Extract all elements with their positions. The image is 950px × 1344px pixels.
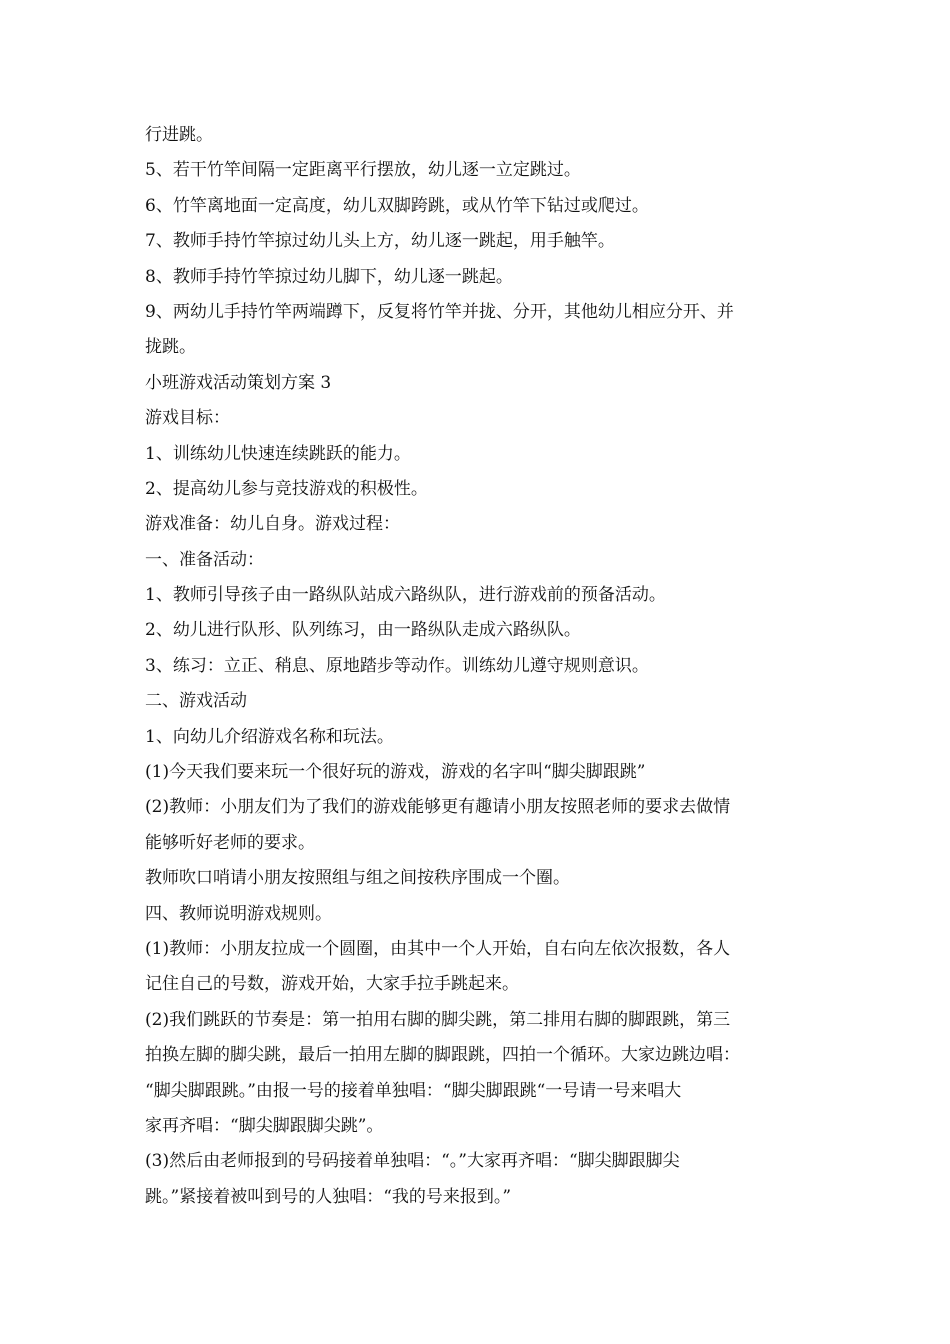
text-line: 游戏准备：幼儿自身。游戏过程：	[145, 514, 400, 535]
text-line: 9、两幼儿手持竹竿两端蹲下，反复将竹竿并拢、分开，其他幼儿相应分开、并	[145, 301, 734, 322]
text-line: 跳。”紧接着被叫到号的人独唱：“我的号来报到。”	[145, 1186, 512, 1207]
text-line: 2、幼儿进行队形、队列练习，由一路纵队走成六路纵队。	[145, 620, 581, 641]
text-line: (1)今天我们要来玩一个很好玩的游戏，游戏的名字叫“脚尖脚跟跳”	[145, 762, 646, 783]
text-line: 二、游戏活动	[145, 691, 247, 712]
text-line: 家再齐唱：“脚尖脚跟脚尖跳”。	[145, 1115, 384, 1136]
text-line: 行进跳。	[145, 125, 213, 145]
text-line: 一、准备活动：	[145, 549, 264, 570]
text-line: 能够听好老师的要求。	[145, 832, 315, 853]
text-line: (2)我们跳跃的节奏是：第一拍用右脚的脚尖跳，第二排用右脚的脚跟跳，第三	[145, 1009, 731, 1030]
text-line: 1、训练幼儿快速连续跳跃的能力。	[145, 443, 411, 464]
text-line: (2)教师：小朋友们为了我们的游戏能够更有趣请小朋友按照老师的要求去做情	[145, 797, 731, 818]
text-line: “脚尖脚跟跳。”由报一号的接着单独唱：“脚尖脚跟跳“一号请一号来唱大	[145, 1080, 682, 1101]
text-line: 6、竹竿离地面一定高度，幼儿双脚跨跳，或从竹竿下钻过或爬过。	[145, 195, 649, 216]
text-line: 拢跳。	[145, 337, 196, 358]
text-line: (3)然后由老师报到的号码接着单独唱：“。”大家再齐唱：“脚尖脚跟脚尖	[145, 1151, 680, 1172]
text-line: 1、向幼儿介绍游戏名称和玩法。	[145, 726, 394, 747]
text-line: 拍换左脚的脚尖跳，最后一拍用左脚的脚跟跳，四拍一个循环。大家边跳边唱：	[145, 1045, 740, 1066]
document-body	[145, 118, 815, 1215]
text-line: 教师吹口哨请小朋友按照组与组之间按秩序围成一个圈。	[145, 868, 570, 889]
text-line: 5、若干竹竿间隔一定距离平行摆放，幼儿逐一立定跳过。	[145, 160, 581, 181]
text-line: 3、练习：立正、稍息、原地踏步等动作。训练幼儿遵守规则意识。	[145, 655, 649, 676]
text-line: 8、教师手持竹竿掠过幼儿脚下，幼儿逐一跳起。	[145, 266, 513, 287]
section-title: 小班游戏活动策划方案 3	[145, 372, 332, 393]
text-line: 四、教师说明游戏规则。	[145, 903, 332, 924]
text-line: (1)教师：小朋友拉成一个圆圈，由其中一个人开始，自右向左依次报数，各人	[145, 938, 731, 959]
text-line: 1、教师引导孩子由一路纵队站成六路纵队，进行游戏前的预备活动。	[145, 585, 666, 606]
text-line: 记住自己的号数，游戏开始，大家手拉手跳起来。	[145, 974, 519, 995]
text-line: 2、提高幼儿参与竞技游戏的积极性。	[145, 478, 428, 499]
text-line: 游戏目标：	[145, 408, 230, 429]
text-line: 7、教师手持竹竿掠过幼儿头上方，幼儿逐一跳起，用手触竿。	[145, 231, 615, 252]
